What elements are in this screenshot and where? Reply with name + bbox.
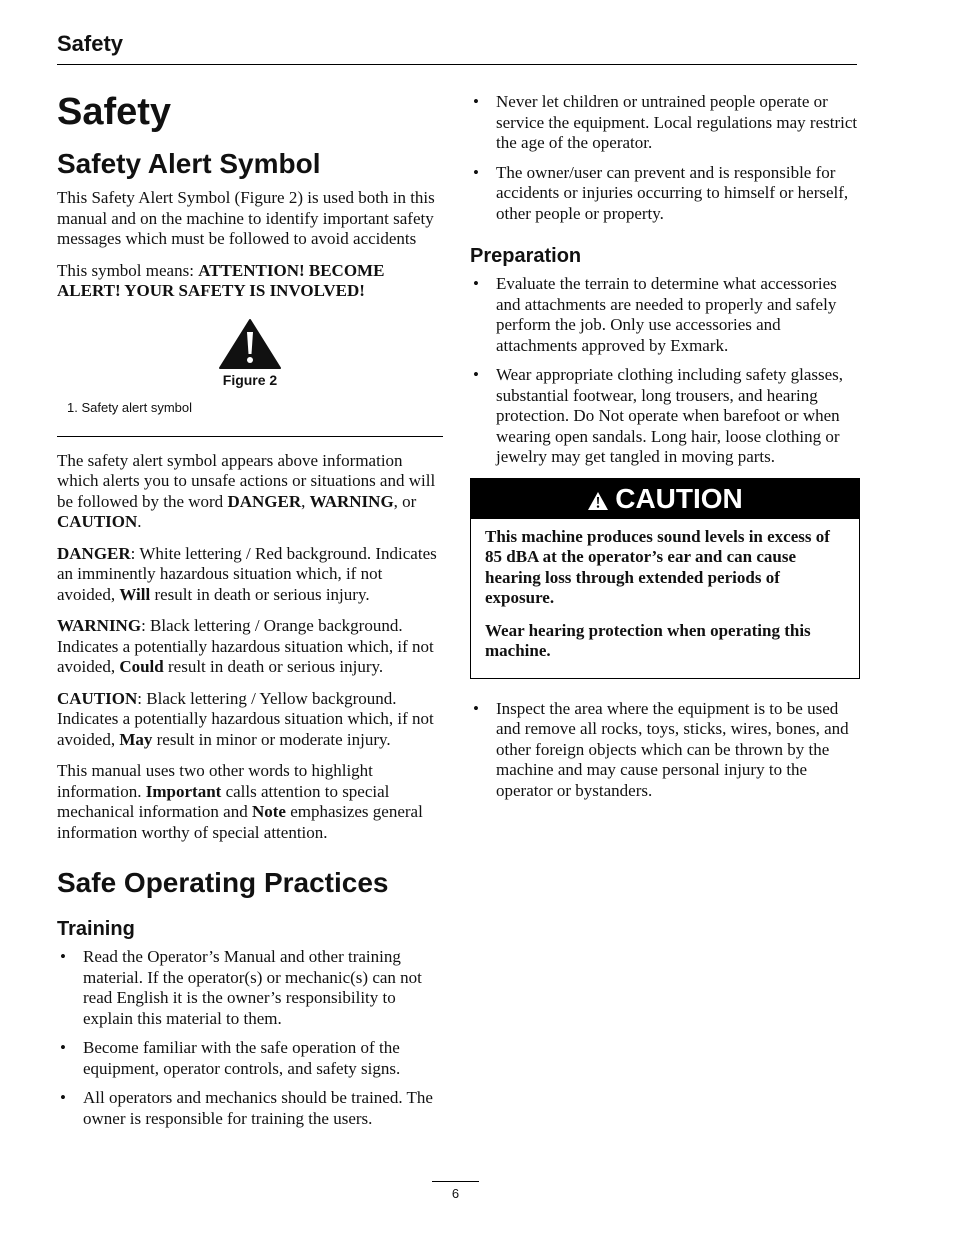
page-title: Safety (57, 91, 172, 133)
symbol-meaning-prefix: This symbol means: (57, 260, 199, 280)
warning-triangle-icon (587, 491, 609, 511)
caution-bold: May (119, 729, 153, 749)
period: . (137, 512, 142, 531)
list-item: • Never let children or untrained people operate or service the equipment. Local regulations may restrict the age of the operator. (470, 92, 860, 154)
list-item: • Evaluate the terrain to determine what accessories and attachments are needed to properly and safely perform the job. Only use accessories and attachments approved by Exmark. (470, 274, 860, 356)
word-warning: WARNING (309, 491, 394, 511)
warning-label: WARNING (57, 616, 142, 635)
note-bold: Note (251, 802, 286, 821)
other-words-text-2: calls attention to special mechanical information and (57, 781, 390, 821)
list-item: • The owner/user can prevent and is responsible for accidents or injuries occurring to himself or herself, other people or property. (470, 163, 860, 225)
figure-caption: Figure 2 (222, 371, 278, 388)
comma: , (301, 491, 310, 511)
running-header: Safety (57, 31, 124, 56)
caution-box-text: This machine produces sound levels in excess of 85 dBA at the operator’s ear and can cause hearing loss through extended periods of exposure. (485, 526, 830, 607)
or-text: , or (393, 491, 417, 511)
list-item: • Inspect the area where the equipment is to be used and remove all rocks, toys, sticks, wires, bones, and other foreign objects which can be thrown by the machine and may cause personal injury to the operator or bystanders. (470, 699, 860, 802)
caution-text-end: result in minor or moderate injury. (152, 729, 391, 749)
danger-label: DANGER (57, 543, 131, 563)
preparation-heading: Preparation (470, 245, 582, 267)
caution-box-header (471, 479, 859, 519)
symbol-meaning (57, 261, 443, 302)
caution-definition (57, 689, 443, 751)
signal-words-text: The safety alert symbol appears above information which alerts you to unsafe actions or situations and will be followed by the word (57, 450, 436, 511)
warning-text: : Black lettering / Orange background. Indicates a potentially hazardous situation which, if not avoided, (57, 616, 434, 676)
safety-alert-icon (218, 318, 282, 370)
caution-box-text: Wear hearing protection when operating this machine. (485, 620, 811, 660)
word-caution: CAUTION (57, 512, 138, 531)
warning-bold: Could (119, 657, 164, 676)
safety-alert-heading: Safety Alert Symbol (57, 148, 321, 179)
right-column (470, 92, 860, 810)
caution-text: : Black lettering / Yellow background. Indicates a potentially hazardous situation which, if not avoided, (57, 688, 434, 749)
danger-definition (57, 544, 443, 606)
word-danger: DANGER (227, 491, 302, 511)
caution-label: CAUTION (57, 688, 138, 708)
warning-text-end: result in death or serious injury. (163, 657, 384, 676)
caution-box-body (471, 519, 859, 678)
caution-box-title: CAUTION (615, 482, 743, 514)
list-item: • Read the Operator’s Manual and other training material. If the operator(s) or mechanic(s) can not read English it is the owner’s responsibility to explain this material to them. (57, 947, 443, 1029)
danger-text-end: result in death or serious injury. (150, 584, 370, 604)
danger-bold: Will (119, 584, 151, 604)
signal-words-paragraph (57, 451, 443, 533)
other-words-text-3: emphasizes general information worthy of special attention. (57, 802, 423, 842)
important-bold: Important (145, 781, 222, 801)
training-list (57, 947, 443, 1129)
header-rule (57, 64, 857, 65)
danger-text: : White lettering / Red background. Indicates an imminently hazardous situation which, if not avoided, (57, 543, 437, 604)
figure-rule (57, 436, 443, 437)
page-number: 6 (432, 1181, 479, 1205)
training-heading: Training (57, 918, 135, 940)
caution-box (470, 478, 860, 679)
list-item: • Wear appropriate clothing including safety glasses, substantial footwear, long trousers, and hearing protection. Do Not operate when barefoot or when wearing open sandals. Long hair, loose clothing or jewelry may get tangled in moving parts. (470, 365, 860, 468)
list-item: • All operators and mechanics should be trained. The owner is responsible for training the users. (57, 1088, 443, 1129)
symbol-meaning-bold: ATTENTION! BECOME ALERT! YOUR SAFETY IS INVOLVED! (57, 260, 385, 300)
left-column (57, 84, 443, 1138)
warning-definition (57, 616, 443, 678)
preparation-list (470, 274, 860, 468)
figure-key: 1. Safety alert symbol (67, 399, 192, 415)
other-words-text: This manual uses two other words to highlight information. (57, 761, 373, 801)
alert-intro: This Safety Alert Symbol (Figure 2) is used both in this manual and on the machine to identify important safety messages which must be followed to avoid accidents (57, 188, 435, 248)
preparation-list-continued (470, 699, 860, 802)
list-item: • Become familiar with the safe operation of the equipment, operator controls, and safety signs. (57, 1038, 443, 1079)
safe-operating-heading: Safe Operating Practices (57, 867, 389, 898)
other-words-paragraph (57, 761, 443, 843)
figure-2 (57, 318, 443, 388)
training-list-continued (470, 92, 860, 224)
